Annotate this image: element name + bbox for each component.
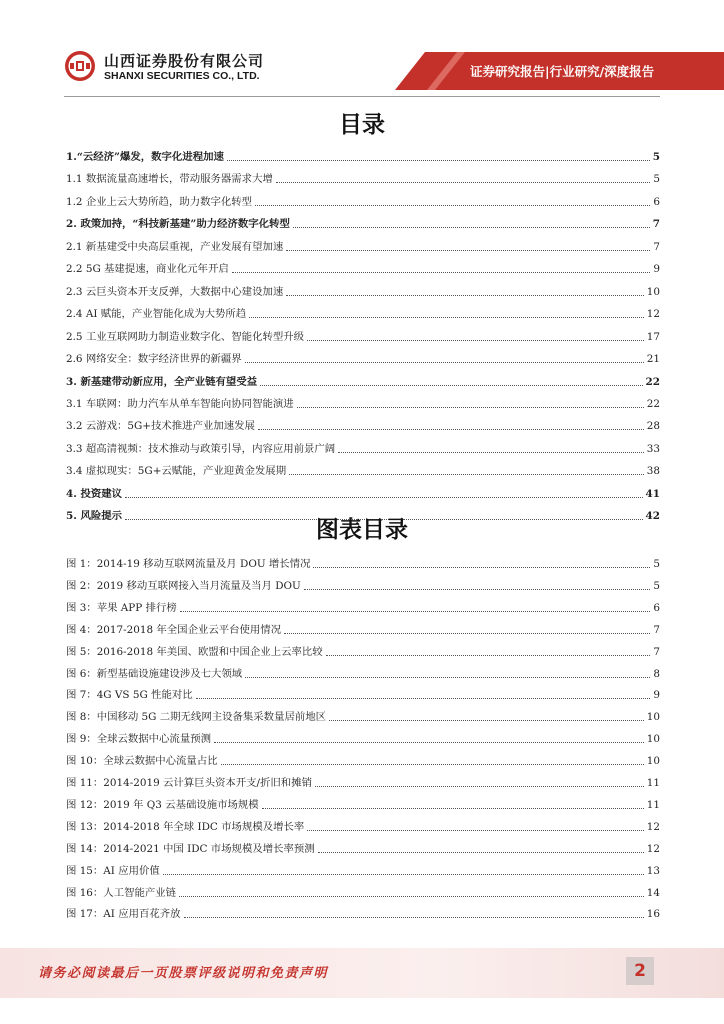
toc-entry-page: 10 (646, 285, 660, 298)
dot-leader (179, 896, 644, 897)
dot-leader (307, 830, 643, 831)
toc-entry[interactable] (66, 326, 660, 344)
toc-entry-title: 图 15：AI 应用价值 (66, 864, 160, 877)
toc-entry-page: 9 (653, 689, 660, 702)
toc-entry[interactable] (66, 663, 660, 681)
toc-entry[interactable] (66, 553, 660, 571)
toc-entry[interactable] (66, 483, 660, 501)
dot-leader (258, 429, 644, 430)
toc-entry-title: 图 5：2016-2018 年美国、欧盟和中国企业上云率比较 (66, 645, 323, 658)
toc-entry[interactable] (66, 348, 660, 366)
page-number: 2 (626, 957, 654, 985)
toc-entry-title: 3.3 超高清视频：技术推动与政策引导，内容应用前景广阔 (66, 442, 336, 455)
toc-entry[interactable] (66, 438, 660, 456)
toc-entry-title: 图 2：2019 移动互联网接入当月流量及当月 DOU (66, 579, 301, 592)
toc-entry[interactable] (66, 191, 660, 209)
toc-entry-title: 图 3：苹果 APP 排行榜 (66, 601, 177, 614)
dot-leader (276, 182, 651, 183)
dot-leader (318, 852, 644, 853)
toc-entry[interactable] (66, 860, 660, 878)
toc-entry-page: 13 (646, 864, 660, 877)
toc-entry[interactable] (66, 903, 660, 921)
toc-entry[interactable] (66, 684, 660, 702)
toc-entry[interactable] (66, 706, 660, 724)
toc-entry[interactable] (66, 597, 660, 615)
toc-entry-page: 5 (653, 579, 660, 592)
dot-leader (262, 808, 644, 809)
toc-entry[interactable] (66, 303, 660, 321)
dot-leader (286, 295, 644, 296)
toc-entry[interactable] (66, 415, 660, 433)
dot-leader (293, 227, 650, 228)
toc-entry-page: 33 (646, 442, 660, 455)
toc-entry-page: 6 (653, 601, 660, 614)
toc-entry[interactable] (66, 371, 660, 389)
toc-entry[interactable] (66, 281, 660, 299)
toc-entry-page: 12 (646, 308, 660, 321)
dot-leader (232, 272, 651, 273)
toc-entry-page: 21 (646, 353, 660, 366)
toc-entry-page: 7 (653, 645, 660, 658)
disclaimer-notice: 请务必阅读最后一页股票评级说明和免责声明 (38, 966, 329, 981)
charts-toc-title: 图表目录 (316, 517, 408, 543)
toc-entry-page: 22 (646, 397, 660, 410)
toc-entry-title: 2.3 云巨头资本开支反弹，大数据中心建设加速 (66, 285, 284, 298)
toc-entry-title: 图 10：全球云数据中心流量占比 (66, 755, 218, 768)
dot-leader (338, 452, 644, 453)
dot-leader (180, 611, 651, 612)
toc-entry-title: 2.4 AI 赋能，产业智能化成为大势所趋 (66, 308, 247, 321)
toc-entry-page: 17 (646, 330, 660, 343)
toc-entry-title: 3. 新基建带动新应用，全产业链有望受益 (66, 375, 258, 388)
toc-entry-page: 11 (646, 798, 660, 811)
toc-entry[interactable] (66, 146, 660, 164)
toc-entry[interactable] (66, 794, 660, 812)
toc-entry-title: 图 16：人工智能产业链 (66, 886, 177, 899)
toc-entry-title: 图 8：中国移动 5G 二期无线网主设备集采数量居前地区 (66, 711, 327, 724)
toc-entry[interactable] (66, 236, 660, 254)
dot-leader (245, 677, 650, 678)
toc-entry-page: 10 (646, 755, 660, 768)
toc-entry-title: 图 12：2019 年 Q3 云基础设施市场规模 (66, 798, 259, 811)
toc-entry-title: 图 1：2014-19 移动互联网流量及月 DOU 增长情况 (66, 558, 311, 570)
toc-entry-title: 2.5 工业互联网助力制造业数字化、智能化转型升级 (66, 330, 305, 343)
toc-entry-page: 6 (653, 195, 660, 208)
toc-entry[interactable] (66, 728, 660, 746)
toc-entry-title: 图 4：2017-2018 年全国企业云平台使用情况 (66, 623, 282, 636)
dot-leader (307, 340, 644, 341)
toc-entry[interactable] (66, 772, 660, 790)
toc-entry[interactable] (66, 258, 660, 276)
toc-entry-page: 16 (646, 908, 660, 921)
dot-leader (163, 874, 644, 875)
toc-entry-page: 5 (653, 558, 660, 570)
dot-leader (196, 698, 651, 699)
dot-leader (284, 633, 650, 634)
toc-title: 目录 (339, 112, 385, 138)
toc-entry[interactable] (66, 838, 660, 856)
toc-entry[interactable] (66, 460, 660, 478)
toc-entry[interactable] (66, 213, 660, 231)
toc-entry-page: 7 (652, 218, 660, 231)
toc-entry-page: 22 (645, 375, 660, 388)
toc-entry-page: 10 (646, 733, 660, 746)
toc-entry-page: 28 (646, 420, 660, 433)
toc-entry-page: 11 (646, 777, 660, 789)
toc-entry-title: 3.4 虚拟现实：5G+云赋能，产业迎黄金发展期 (66, 465, 287, 478)
dot-leader (221, 764, 644, 765)
toc-entry-title: 2.2 5G 基建提速，商业化元年开启 (66, 263, 229, 276)
toc-entry-title: 1.2 企业上云大势所趋，助力数字化转型 (66, 195, 253, 208)
toc-entry[interactable] (66, 619, 660, 637)
toc-entry-page: 5 (653, 173, 660, 186)
toc-entry-title: 图 14：2014-2021 中国 IDC 市场规模及增长率预测 (66, 842, 315, 855)
dot-leader (304, 589, 651, 590)
toc-entry-title: 2. 政策加持，“科技新基建”助力经济数字化转型 (66, 218, 290, 231)
toc-entry[interactable] (66, 393, 660, 411)
dot-leader (329, 720, 644, 721)
toc-entry-page: 38 (646, 465, 660, 478)
toc-entry[interactable] (66, 641, 660, 659)
toc-entry-page: 14 (646, 886, 660, 899)
toc-entry[interactable] (66, 168, 660, 186)
report-type-label: 证券研究报告|行业研究/深度报告 (470, 64, 655, 79)
toc-entry-title: 2.1 新基建受中央高层重视，产业发展有望加速 (66, 240, 284, 253)
dot-leader (286, 250, 650, 251)
toc-entry-title: 3.1 车联网：助力汽车从单车智能向协同智能演进 (66, 397, 294, 410)
dot-leader (315, 786, 644, 787)
toc-entry[interactable] (66, 882, 660, 900)
toc-entry-title: 5. 风险提示 (66, 510, 123, 523)
dot-leader (125, 497, 643, 498)
toc-entry-page: 5 (652, 151, 660, 163)
toc-entry[interactable] (66, 750, 660, 768)
toc-entry-page: 10 (646, 711, 660, 724)
toc-entry[interactable] (66, 575, 660, 593)
toc-entry[interactable] (66, 816, 660, 834)
dot-leader (184, 917, 644, 918)
page-header (0, 0, 724, 96)
dot-leader (255, 205, 650, 206)
toc-entry-page: 12 (646, 820, 660, 833)
dot-leader (249, 317, 644, 318)
toc-entry-page: 7 (653, 623, 660, 636)
toc-entry-page: 9 (653, 263, 660, 276)
toc-entry-title: 1.1 数据流量高速增长，带动服务器需求大增 (66, 173, 273, 186)
dot-leader (313, 567, 650, 568)
dot-leader (214, 742, 644, 743)
toc-entry-page: 12 (646, 842, 660, 855)
dot-leader (260, 385, 642, 386)
toc-entry-page: 41 (645, 487, 660, 500)
dot-leader (326, 655, 651, 656)
toc-entry-title: 4. 投资建议 (66, 487, 123, 500)
company-logo-icon (64, 50, 96, 82)
toc-entry-title: 图 6：新型基础设施建设涉及七大领域 (66, 667, 243, 680)
dot-leader (297, 407, 644, 408)
toc-entry-title: 3.2 云游戏：5G+技术推进产业加速发展 (66, 420, 255, 433)
toc-entry-title: 图 7：4G VS 5G 性能对比 (66, 689, 193, 702)
dot-leader (289, 474, 644, 475)
dot-leader (245, 362, 644, 363)
toc-entry-title: 图 9：全球云数据中心流量预测 (66, 733, 211, 746)
toc-entry-title: 1.“云经济”爆发，数字化进程加速 (66, 151, 224, 163)
toc-entry-page: 42 (645, 510, 660, 523)
toc-entry-title: 图 13：2014-2018 年全球 IDC 市场规模及增长率 (66, 820, 305, 833)
toc-entry-title: 图 11：2014-2019 云计算巨头资本开支/折旧和摊销 (66, 777, 312, 789)
company-name-cn: 山西证券股份有限公司 (104, 52, 265, 70)
toc-entry-title: 2.6 网络安全：数字经济世界的新疆界 (66, 353, 242, 366)
toc-entry-title: 图 17：AI 应用百花齐放 (66, 908, 181, 921)
company-name-en: SHANXI SECURITIES CO., LTD. (104, 70, 260, 82)
toc-entry-page: 8 (653, 667, 660, 680)
dot-leader (227, 160, 650, 161)
header-divider (64, 96, 660, 97)
toc-entry-page: 7 (653, 240, 660, 253)
